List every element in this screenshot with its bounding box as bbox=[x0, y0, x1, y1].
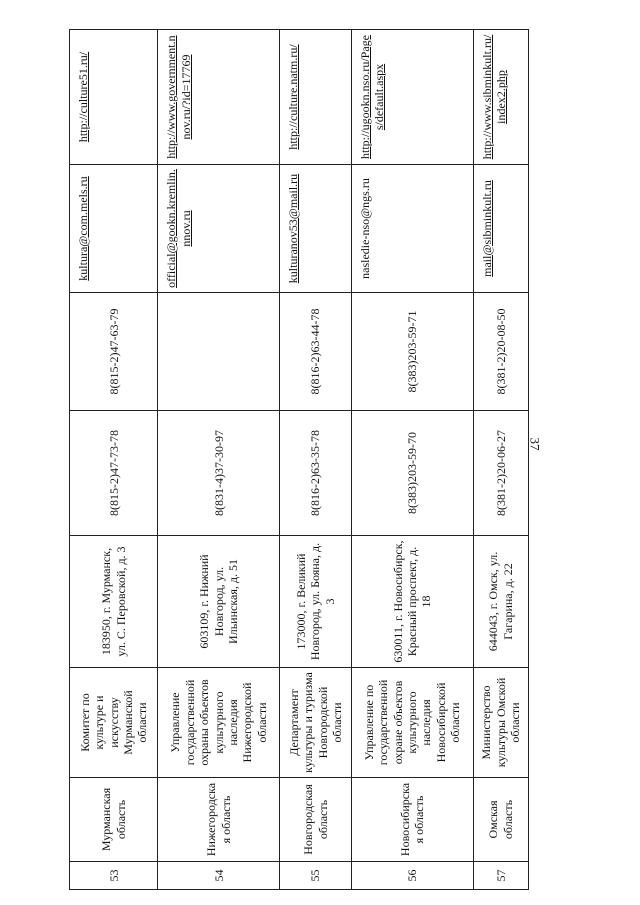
website-cell bbox=[70, 30, 158, 165]
email-cell bbox=[352, 165, 474, 293]
address-cell: 173000, г. Великий Новгород, ул. Бояна, д. 3 bbox=[280, 536, 352, 668]
address-cell: 603109, г. Нижний Новгород, ул. Ильинская, д. 51 bbox=[158, 536, 280, 668]
email-cell bbox=[473, 165, 528, 293]
phone-cell: 8(831-4)37-30-97 bbox=[158, 411, 280, 536]
region-cell: Новосибирская область bbox=[352, 778, 474, 862]
website-link[interactable]: http://culture.natm.ru/ bbox=[286, 44, 301, 150]
row-number: 55 bbox=[280, 862, 352, 890]
email-link[interactable]: official@gookn.kremlin.nnov.ru bbox=[164, 169, 193, 288]
email-cell bbox=[70, 165, 158, 293]
registry-table bbox=[69, 29, 529, 890]
row-number: 54 bbox=[158, 862, 280, 890]
website-link[interactable]: http://ugookn.nso.ru/Pages/default.aspx bbox=[358, 35, 387, 159]
fax-cell: 8(381-2)20-08-50 bbox=[473, 293, 528, 411]
website-cell bbox=[352, 30, 474, 165]
region-cell: Нижегородская область bbox=[158, 778, 280, 862]
row-number: 56 bbox=[352, 862, 474, 890]
address-cell: 183950, г. Мурманск, ул. С. Перовской, д. 3 bbox=[70, 536, 158, 668]
email-link[interactable]: mail@sibminkult.ru bbox=[479, 180, 494, 277]
website-cell bbox=[158, 30, 280, 165]
row-number: 57 bbox=[473, 862, 528, 890]
authority-cell: Министерство культуры Омской области bbox=[473, 668, 528, 778]
fax-cell: 8(815-2)47-63-79 bbox=[70, 293, 158, 411]
authority-cell: Управление государственной охраны объектов культурного наследия Нижегородской области bbox=[158, 668, 280, 778]
table-container bbox=[69, 30, 529, 890]
authority-cell: Департамент культуры и туризма Новгородской области bbox=[280, 668, 352, 778]
region-cell: Мурманская область bbox=[70, 778, 158, 862]
email-link[interactable]: kultura@com.mels.ru bbox=[76, 176, 90, 281]
website-cell bbox=[473, 30, 528, 165]
row-number: 53 bbox=[70, 862, 158, 890]
table-row bbox=[280, 30, 352, 890]
address-cell: 630011, г. Новосибирск, Красный проспект, д. 18 bbox=[352, 536, 474, 668]
fax-cell: 8(383)203-59-71 bbox=[352, 293, 474, 411]
table-row bbox=[352, 30, 474, 890]
email-text: nasledie-nso@ngs.ru bbox=[358, 178, 372, 279]
table-row bbox=[158, 30, 280, 890]
website-link[interactable]: http://www.government.nnov.ru/?id=17769 bbox=[164, 35, 193, 159]
region-cell: Новгородская область bbox=[280, 778, 352, 862]
page-number: 37 bbox=[527, 437, 543, 451]
email-cell bbox=[280, 165, 352, 293]
email-cell bbox=[158, 165, 280, 293]
phone-cell: 8(815-2)47-73-78 bbox=[70, 411, 158, 536]
website-cell bbox=[280, 30, 352, 165]
address-cell: 644043, г. Омск, ул. Гагарина, д. 22 bbox=[473, 536, 528, 668]
email-link[interactable]: kulturanov53@mail.ru bbox=[286, 173, 301, 284]
table-row bbox=[473, 30, 528, 890]
phone-cell: 8(383)203-59-70 bbox=[352, 411, 474, 536]
fax-cell bbox=[158, 293, 280, 411]
website-link[interactable]: http://culture51.ru/ bbox=[76, 51, 90, 143]
phone-cell: 8(381-2)20-06-27 bbox=[473, 411, 528, 536]
fax-cell: 8(816-2)63-44-78 bbox=[280, 293, 352, 411]
authority-cell: Управление по государственной охране объектов культурного наследия Новосибирской области bbox=[352, 668, 474, 778]
region-cell: Омская область bbox=[473, 778, 528, 862]
phone-cell: 8(816-2)63-35-78 bbox=[280, 411, 352, 536]
table-row bbox=[70, 30, 158, 890]
authority-cell: Комитет по культуре и искусству Мурманской области bbox=[70, 668, 158, 778]
website-link[interactable]: http://www.sibminkult.ru/index2.php bbox=[479, 34, 508, 160]
